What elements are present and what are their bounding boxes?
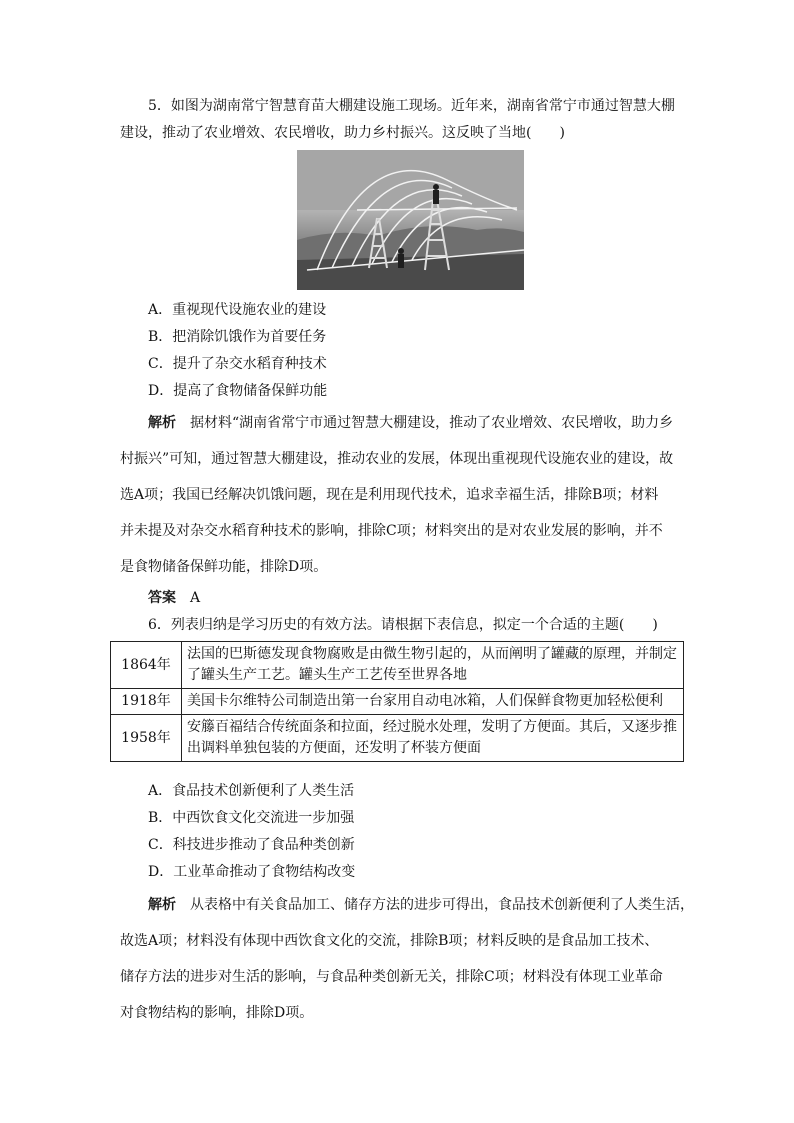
q5-option-c: C．提升了杂交水稻育种技术	[148, 356, 327, 372]
q5-analysis-line: 村振兴”可知，通过智慧大棚建设，推动农业的发展，体现出重视现代设施农业的建设，故	[120, 451, 674, 467]
q5-answer-value: A	[190, 590, 201, 606]
table-row	[111, 642, 684, 689]
table-text-line: 了罐头生产工艺。罐头生产工艺传至世界各地	[187, 667, 467, 683]
q5-analysis-line: 是食物储备保鲜功能，排除D项。	[120, 559, 328, 575]
table-year-cell: 1918年	[111, 689, 182, 715]
q6-analysis-line: 储存方法的进步对生活的影响，与食品种类创新无关，排除C项；材料没有体现工业革命	[120, 969, 663, 985]
q5-option-d: D．提高了食物储备保鲜功能	[148, 383, 328, 399]
table-text-cell	[182, 642, 684, 689]
q5-analysis-label: 解析	[148, 415, 176, 431]
q5-stem-line1: 5．如图为湖南常宁智慧育苗大棚建设施工现场。近年来，湖南省常宁市通过智慧大棚	[148, 98, 675, 114]
table-text-cell	[182, 715, 684, 762]
table-text-line: 美国卡尔维特公司制造出第一台家用自动电冰箱，人们保鲜食物更加轻松便利	[187, 693, 663, 709]
q5-option-a: A．重视现代设施农业的建设	[148, 302, 327, 318]
q5-analysis-line: 选A项；我国已经解决饥饿问题，现在是利用现代技术，追求幸福生活，排除B项；材料	[120, 487, 659, 503]
q6-analysis-text-1: 从表格中有关食品加工、储存方法的进步可得出，食品技术创新便利了人类生活，	[190, 897, 694, 913]
q6-stem: 6．列表归纳是学习历史的有效方法。请根据下表信息，拟定一个合适的主题( )	[148, 617, 658, 633]
q5-analysis-text-1: 据材料“湖南省常宁市通过智慧大棚建设，推动了农业增效、农民增收，助力乡	[190, 415, 674, 431]
q6-option-d: D．工业革命推动了食物结构改变	[148, 864, 356, 880]
q6-analysis-line: 对食物结构的影响，排除D项。	[120, 1005, 314, 1021]
table-text-cell	[182, 689, 684, 715]
table-year-cell: 1864年	[111, 642, 182, 689]
greenhouse-construction-photo	[297, 150, 524, 290]
q5-answer-label: 答案	[148, 590, 176, 606]
table-text-line: 安籐百福结合传统面条和拉面，经过脱水处理，发明了方便面。其后，又逐步推	[187, 719, 677, 735]
q5-analysis-line: 并未提及对杂交水稻育种技术的影响，排除C项；材料突出的是对农业发展的影响，并不	[120, 523, 663, 539]
q5-option-b: B．把消除饥饿作为首要任务	[148, 329, 327, 345]
q6-option-c: C．科技进步推动了食品种类创新	[148, 837, 355, 853]
q5-answer	[148, 589, 200, 607]
q6-info-table	[110, 641, 684, 762]
q6-analysis-label: 解析	[148, 897, 176, 913]
table-text-line: 出调料单独包装的方便面，还发明了杯装方便面	[187, 740, 481, 756]
greenhouse-photo-drawing	[297, 150, 524, 290]
table-row	[111, 689, 684, 715]
q6-option-a: A．食品技术创新便利了人类生活	[148, 783, 355, 799]
q5-stem-line2: 建设，推动了农业增效、农民增收，助力乡村振兴。这反映了当地( )	[120, 125, 565, 141]
q6-analysis-line: 故选A项；材料没有体现中西饮食文化的交流，排除B项；材料反映的是食品加工技术、	[120, 933, 659, 949]
table-year-cell: 1958年	[111, 715, 182, 762]
table-text-line: 法国的巴斯德发现食物腐败是由微生物引起的，从而阐明了罐藏的原理，并制定	[187, 646, 677, 662]
q5-analysis-first-line	[148, 414, 673, 432]
q6-option-b: B．中西饮食文化交流进一步加强	[148, 810, 355, 826]
q6-analysis-first-line	[148, 896, 694, 914]
table-row	[111, 715, 684, 762]
